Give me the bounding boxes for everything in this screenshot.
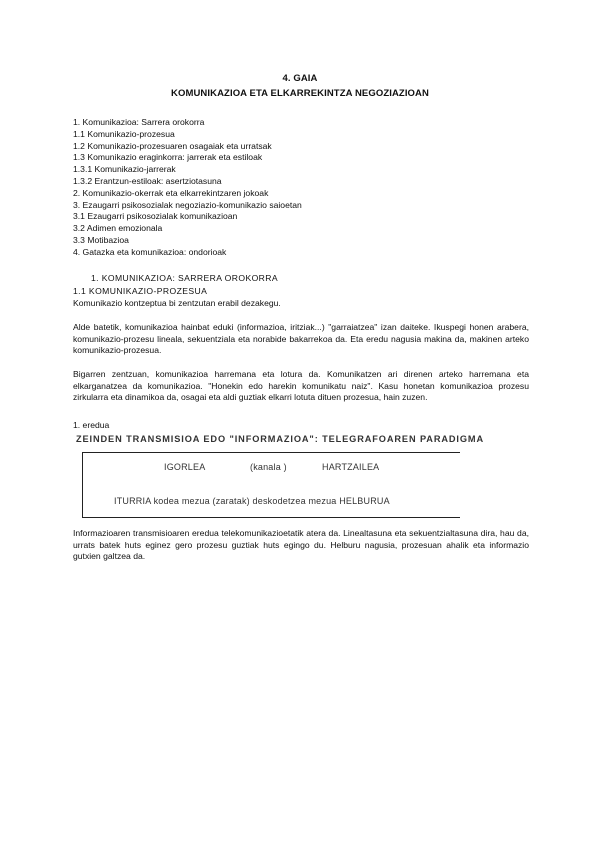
diagram-left-border — [82, 452, 83, 518]
table-of-contents — [73, 117, 302, 259]
toc-item: 3.3 Motibazioa — [73, 234, 129, 245]
diagram-flow-label: ITURRIA kodea mezua (zaratak) deskodetzea mezua HELBURUA — [114, 496, 390, 506]
toc-item: 1.2 Komunikazio-prozesuaren osagaiak eta urratsak — [73, 140, 272, 151]
diagram-top-border — [82, 452, 460, 453]
paragraph-3: Informazioaren transmisioaren eredua telekomunikazioetatik atera da. Linealtasuna eta sekuentzialtasuna dira, hau da, urrats batek huts eginez gero prozesu guztiak huts egingo du. Helburu nagusia, prozesuan ahalik eta informazio gutxien galtzea da. — [73, 528, 529, 562]
toc-item: 2. Komunikazio-okerrak eta elkarrekintzaren jokoak — [73, 187, 269, 198]
toc-item: 1.1 Komunikazio-prozesua — [73, 128, 175, 139]
toc-item: 1.3.1 Komunikazio-jarrerak — [73, 164, 176, 175]
diagram-receiver-label: HARTZAILEA — [322, 462, 380, 472]
paragraph-2: Bigarren zentzuan, komunikazioa harremana eta lotura da. Komunikatzen ari direnen arteko harremana eta elkarganatzea da komunikazioa. "Honekin edo harekin komunikatu naiz". Kasu honetan komunikazioa prozesu zirkularra eta dinamikoa da, osagai eta aldi guztiak elkarri lotuta dituen prozesua, hain zuzen. — [73, 369, 529, 403]
toc-item: 1.3 Komunikazio eraginkorra: jarrerak eta estiloak — [73, 152, 263, 163]
toc-item: 3.1 Ezaugarri psikosozialak komunikazioan — [73, 211, 238, 222]
diagram-channel-label: (kanala ) — [250, 462, 287, 472]
diagram-sender-label: IGORLEA — [164, 462, 206, 472]
diagram-caption: ZEINDEN TRANSMISIOA EDO "INFORMAZIOA": TELEGRAFOAREN PARADIGMA — [76, 434, 485, 444]
toc-item: 1. Komunikazioa: Sarrera orokorra — [73, 117, 205, 127]
toc-item: 3. Ezaugarri psikosozialak negoziazio-komunikazio saioetan — [73, 199, 302, 210]
toc-item: 3.2 Adimen emozionala — [73, 223, 163, 234]
diagram-bottom-border — [82, 517, 460, 518]
transmission-diagram — [82, 452, 460, 518]
toc-item: 4. Gatazka eta komunikazioa: ondorioak — [73, 246, 227, 257]
chapter-title: KOMUNIKAZIOA ETA ELKARREKINTZA NEGOZIAZIOAN — [171, 88, 429, 99]
intro-line: Komunikazio kontzeptua bi zentzutan erabil dezakegu. — [73, 298, 281, 308]
paragraph-1: Alde batetik, komunikazioa hainbat eduki (informazioa, iritziak...) "garraiatzea" izan daiteke. Ikuspegi honen arabera, komunikazio-prozesu lineala, sekuentziala eta norabide bakarrekoa da. Eta eredu nagusia makina da, makinen arteko komunikazio-prozesua. — [73, 322, 529, 356]
chapter-number: 4. GAIA — [282, 73, 318, 84]
figure-label: 1. eredua — [73, 420, 110, 430]
section-heading: 1. KOMUNIKAZIOA: SARRERA OROKORRA — [91, 273, 279, 283]
toc-item: 1.3.2 Erantzun-estiloak: asertziotasuna — [73, 175, 222, 186]
subsection-heading: 1.1 KOMUNIKAZIO-PROZESUA — [73, 286, 208, 296]
